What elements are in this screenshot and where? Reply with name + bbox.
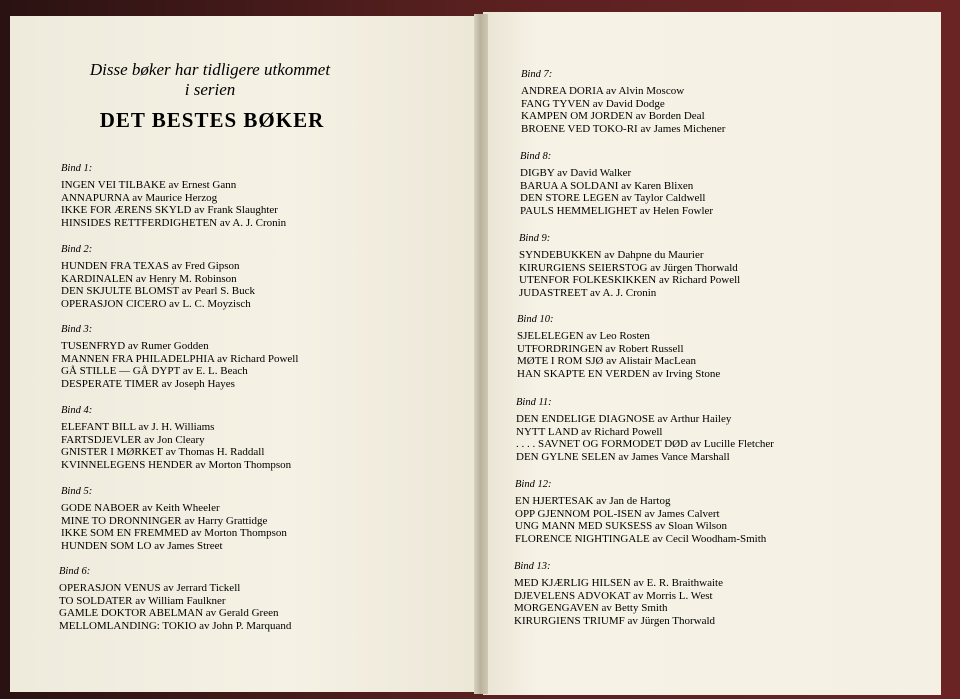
volume-block: [515, 479, 766, 545]
book-entry: INGEN VEI TILBAKE av Ernest Gann: [61, 179, 237, 192]
volume-label: Bind 9:: [519, 233, 551, 244]
book-entry: HAN SKAPTE EN VERDEN av Irving Stone: [517, 367, 721, 380]
volume-block: [61, 405, 291, 471]
volume-label: Bind 7:: [521, 69, 553, 80]
book-entry: OPERASJON CICERO av L. C. Moyzisch: [61, 297, 251, 310]
book-entry: ANNAPURNA av Maurice Herzog: [61, 191, 218, 204]
volume-label: Bind 10:: [517, 314, 554, 325]
book-entry: UTFORDRINGEN av Robert Russell: [517, 342, 684, 355]
volume-label: Bind 11:: [516, 397, 552, 408]
book-entry: DESPERATE TIMER av Joseph Hayes: [61, 377, 235, 390]
book-entry: MINE TO DRONNINGER av Harry Grattidge: [61, 514, 268, 527]
book-entry: GAMLE DOKTOR ABELMAN av Gerald Green: [59, 607, 279, 620]
book-entry: PAULS HEMMELIGHET av Helen Fowler: [520, 204, 714, 217]
volume-block: [61, 486, 287, 552]
volume-label: Bind 12:: [515, 479, 552, 490]
volume-label: Bind 2:: [61, 244, 93, 255]
volume-block: [521, 69, 725, 135]
volume-label: Bind 5:: [61, 486, 93, 497]
volume-label: Bind 8:: [520, 151, 552, 162]
book-entry: . . . . SAVNET OG FORMODET DØD av Lucille Fletcher: [516, 438, 774, 451]
book-entry: IKKE SOM EN FREMMED av Morton Thompson: [61, 527, 287, 540]
volume-block: [516, 397, 774, 463]
book-entry: MØTE I ROM SJØ av Alistair MacLean: [517, 355, 697, 368]
book-entry: DEN STORE LEGEN av Taylor Caldwell: [520, 192, 706, 205]
book-entry: GÅ STILLE — GÅ DYPT av E. L. Beach: [61, 365, 248, 378]
volume-block: [61, 163, 286, 229]
book-entry: TUSENFRYD av Rumer Godden: [61, 340, 209, 353]
book-entry: TO SOLDATER av William Faulkner: [59, 594, 226, 607]
volume-label: Bind 3:: [61, 324, 93, 335]
volume-block: [519, 233, 740, 299]
volume-block: [517, 314, 720, 380]
book-entry: HINSIDES RETTFERDIGHETEN av A. J. Cronin: [61, 216, 287, 229]
book-entry: FLORENCE NIGHTINGALE av Cecil Woodham-Smith: [515, 532, 767, 545]
book-entry: KVINNELEGENS HENDER av Morton Thompson: [61, 458, 292, 471]
book-entry: HUNDEN SOM LO av James Street: [61, 539, 223, 552]
book-entry: KARDINALEN av Henry M. Robinson: [61, 272, 237, 285]
book-entry: DEN SKJULTE BLOMST av Pearl S. Buck: [61, 285, 256, 298]
volume-block: [61, 244, 255, 310]
book-gutter: [474, 14, 488, 694]
volume-label: Bind 6:: [59, 566, 91, 577]
book-entry: ELEFANT BILL av J. H. Williams: [61, 421, 215, 434]
book-entry: GNISTER I MØRKET av Thomas H. Raddall: [61, 446, 265, 459]
book-entry: UNG MANN MED SUKSESS av Sloan Wilson: [515, 520, 728, 533]
book-entry: DEN ENDELIGE DIAGNOSE av Arthur Hailey: [516, 413, 732, 426]
book-entry: KIRURGIENS SEIERSTOG av Jürgen Thorwald: [519, 261, 738, 274]
volume-label: Bind 1:: [61, 163, 93, 174]
book-entry: DJEVELENS ADVOKAT av Morris L. West: [514, 589, 713, 602]
intro-line-1: Disse bøker har tidligere utkommet: [89, 60, 331, 79]
intro-heading: [60, 60, 360, 100]
book-entry: DEN GYLNE SELEN av James Vance Marshall: [516, 450, 730, 463]
book-entry: IKKE FOR ÆRENS SKYLD av Frank Slaughter: [61, 204, 278, 217]
volume-block: [520, 151, 713, 217]
book-entry: DIGBY av David Walker: [520, 167, 632, 180]
book-entry: EN HJERTESAK av Jan de Hartog: [515, 495, 671, 508]
book-entry: KAMPEN OM JORDEN av Borden Deal: [521, 110, 705, 123]
volume-block: [514, 561, 723, 627]
series-title: DET BESTES BØKER: [99, 108, 325, 132]
book-entry: MED KJÆRLIG HILSEN av E. R. Braithwaite: [514, 577, 723, 590]
book-entry: KIRURGIENS TRIUMF av Jürgen Thorwald: [514, 614, 716, 627]
book-entry: MELLOMLANDING: TOKIO av John P. Marquand: [59, 619, 292, 632]
intro-line-2: i serien: [184, 80, 236, 99]
book-entry: HUNDEN FRA TEXAS av Fred Gipson: [61, 260, 240, 273]
book-entry: MORGENGAVEN av Betty Smith: [514, 602, 668, 615]
book-entry: SJELELEGEN av Leo Rosten: [517, 330, 650, 343]
book-entry: MANNEN FRA PHILADELPHIA av Richard Powell: [61, 352, 299, 365]
book-entry: GODE NABOER av Keith Wheeler: [61, 502, 220, 515]
book-entry: SYNDEBUKKEN av Dahpne du Maurier: [519, 249, 704, 262]
volume-label: Bind 4:: [61, 405, 93, 416]
book-entry: FARTSDJEVLER av Jon Cleary: [61, 433, 205, 446]
book-entry: JUDASTREET av A. J. Cronin: [519, 286, 657, 299]
book-entry: NYTT LAND av Richard Powell: [516, 425, 663, 438]
volume-block: [61, 324, 298, 390]
volume-block: [59, 566, 291, 632]
volume-label: Bind 13:: [514, 561, 551, 572]
book-entry: FANG TYVEN av David Dodge: [521, 97, 665, 110]
book-entry: BROENE VED TOKO-RI av James Michener: [521, 122, 726, 135]
book-entry: OPERASJON VENUS av Jerrard Tickell: [59, 582, 241, 595]
book-entry: UTENFOR FOLKESKIKKEN av Richard Powell: [519, 274, 741, 287]
book-entry: OPP GJENNOM POL-ISEN av James Calvert: [515, 507, 720, 520]
book-entry: BARUA A SOLDANI av Karen Blixen: [520, 179, 694, 192]
book-entry: ANDREA DORIA av Alvin Moscow: [521, 85, 685, 98]
